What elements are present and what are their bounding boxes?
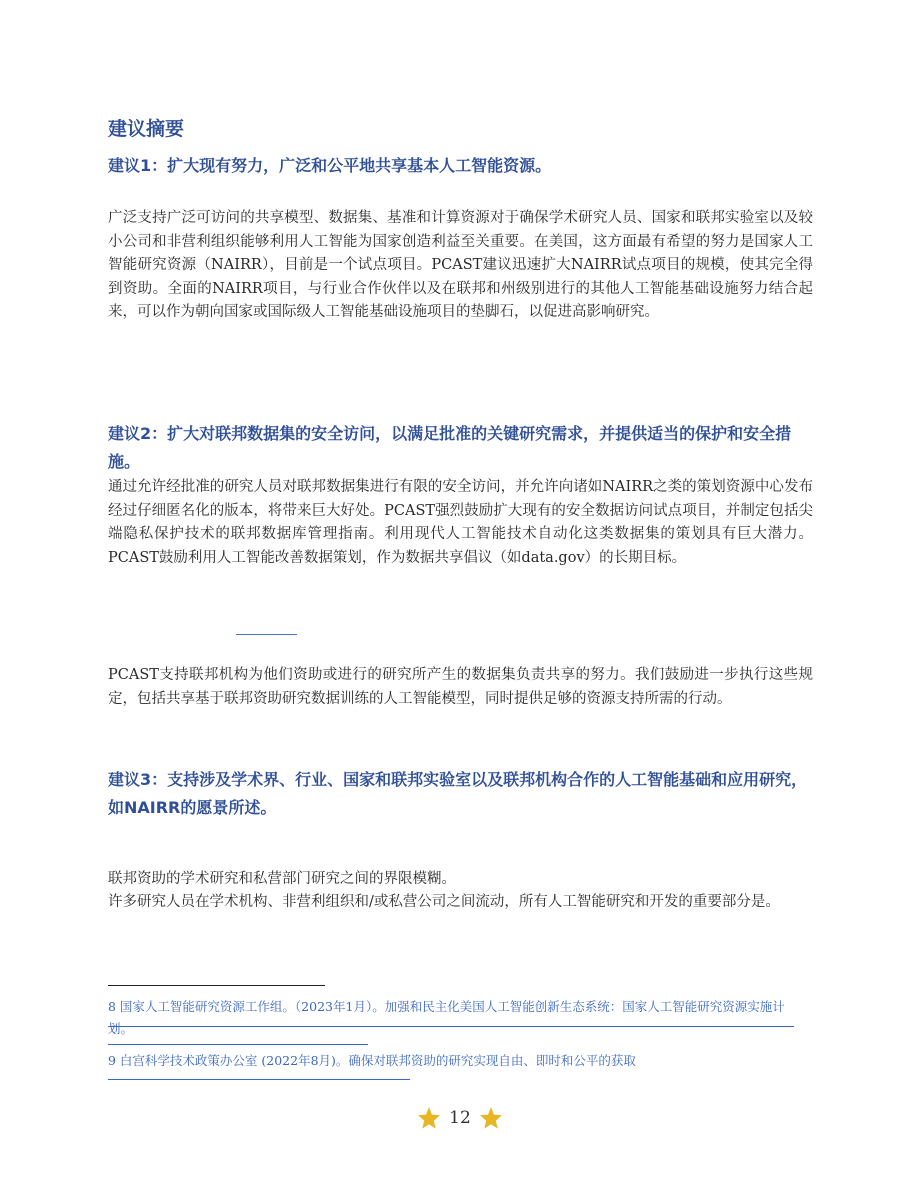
recommendation-2-title: 建议2：扩大对联邦数据集的安全访问，以满足批准的关键研究需求，并提供适当的保护和安全措施。: [108, 424, 792, 471]
decorative-rule: [236, 634, 297, 635]
recommendation-1-body: 广泛支持广泛可访问的共享模型、数据集、基准和计算资源对于确保学术研究人员、国家和联邦实验室以及较小公司和非营利组织能够利用人工智能为国家创造利益至关重要。在美国，这方面最有希望的努力是国家人工智能研究资源（NAIRR），目前是一个试点项目。PCAST建议迅速扩大NAIRR试点项目的规模，使其完全得到资助。全面的NAIRR项目，与行业合作伙伴以及在联邦和州级别进行的其他人工智能基础设施努力结合起来，可以作为朝向国家或国际级人工智能基础设施项目的垫脚石，以促进高影响研究。: [108, 210, 813, 321]
footnote-9[interactable]: 9 白宫科学技术政策办公室 (2022年8月)。确保对联邦资助的研究实现自由、即时和公平的获取: [108, 1053, 636, 1068]
recommendation-1-title: 建议1：扩大现有努力，广泛和公平地共享基本人工智能资源。: [108, 156, 552, 175]
footnote-separator: [108, 985, 325, 986]
page-footer: [0, 1100, 920, 1136]
recommendation-3-line-2: 许多研究人员在学术机构、非营利组织和/或私营公司之间流动，所有人工智能研究和开发的重要部分是。: [108, 894, 780, 910]
footnote-8[interactable]: 8 国家人工智能研究资源工作组。（2023年1月）。加强和民主化美国人工智能创新生态系统：国家人工智能研究资源实施计划。: [108, 999, 785, 1036]
footnote-9-underline: [108, 1079, 410, 1080]
page-number: 12: [449, 1108, 471, 1128]
recommendation-3-line-1: 联邦资助的学术研究和私营部门研究之间的界限模糊。: [108, 871, 456, 887]
star-icon: [479, 1106, 503, 1130]
recommendation-2-body-continued: PCAST支持联邦机构为他们资助或进行的研究所产生的数据集负责共享的努力。我们鼓励进一步执行这些规定，包括共享基于联邦资助研究数据训练的人工智能模型，同时提供足够的资源支持所需的行动。: [108, 667, 813, 707]
recommendation-2-body: 通过允许经批准的研究人员对联邦数据集进行有限的安全访问，并允许向诸如NAIRR之类的策划资源中心发布经过仔细匿名化的版本，将带来巨大好处。PCAST强烈鼓励扩大现有的安全数据访问试点项目，并制定包括尖端隐私保护技术的联邦数据库管理指南。利用现代人工智能技术自动化这类数据集的策划具有巨大潜力。PCAST鼓励利用人工智能改善数据策划，作为数据共享倡议（如data.gov）的长期目标。: [108, 479, 813, 566]
footnote-8-underline-2: [108, 1044, 368, 1045]
summary-heading: 建议摘要: [108, 118, 185, 140]
recommendation-3-title: 建议3：支持涉及学术界、行业、国家和联邦实验室以及联邦机构合作的人工智能基础和应用研究，如NAIRR的愿景所述。: [108, 770, 808, 817]
star-icon: [417, 1106, 441, 1130]
footnote-8-underline: [108, 1026, 794, 1027]
